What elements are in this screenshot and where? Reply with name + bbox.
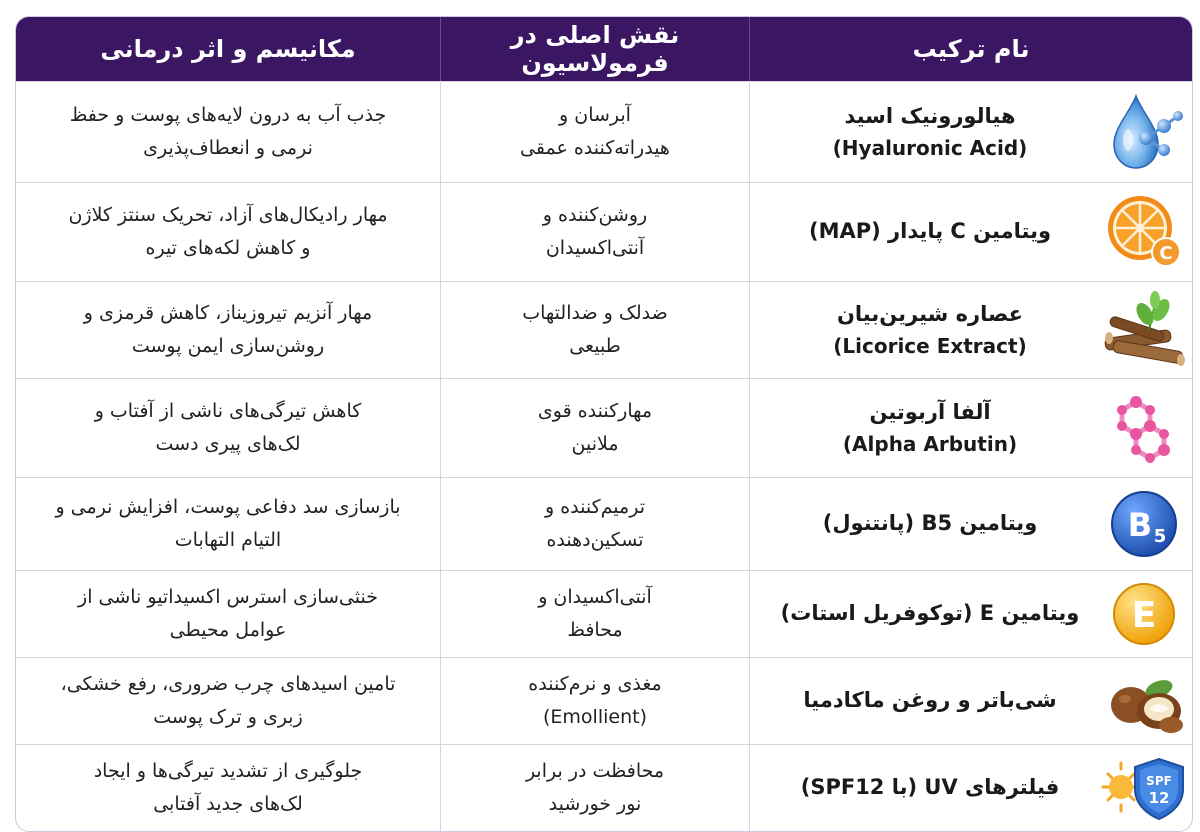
sun-spf-shield-icon	[1096, 745, 1192, 831]
role-line: ضدلک و ضدالتهاب	[522, 301, 668, 324]
name-cell	[749, 477, 1192, 570]
mechanism-line: عوامل محیطی	[169, 619, 287, 641]
pink-molecule-icon	[1096, 385, 1192, 471]
mechanism-line: بازسازی سد دفاعی پوست، افزایش نرمی و	[55, 495, 401, 518]
mechanism-line: خنثی‌سازی استرس اکسیداتیو ناشی از	[78, 585, 378, 608]
spf-icon-sub: 12	[1148, 789, 1170, 807]
vitamin-b5-icon-label: B	[1127, 506, 1153, 544]
mechanism-cell	[16, 744, 440, 831]
role-cell	[440, 744, 749, 831]
table-row	[16, 744, 1192, 831]
mechanism-line: لک‌های جدید آفتابی	[153, 793, 303, 815]
mechanism-cell	[16, 281, 440, 378]
table-row	[16, 182, 1192, 281]
mechanism-line: کاهش تیرگی‌های ناشی از آفتاب و	[94, 399, 362, 422]
ingredient-name-fa: فیلترهای UV (با SPF12)	[800, 775, 1060, 800]
table-row	[16, 477, 1192, 570]
water-drop-molecule-icon	[1096, 89, 1192, 175]
header-name: نام ترکیب	[749, 17, 1192, 81]
role-line: نور خورشید	[548, 793, 642, 815]
role-line: طبیعی	[569, 335, 621, 357]
mechanism-line: التیام التهابات	[174, 529, 282, 551]
ingredient-name-en: (Licorice Extract)	[833, 333, 1027, 358]
role-cell	[440, 81, 749, 182]
mechanism-line: زبری و ترک پوست	[153, 706, 303, 728]
ingredient-name-en: (Hyaluronic Acid)	[832, 135, 1028, 160]
table-row	[16, 570, 1192, 657]
mechanism-cell	[16, 657, 440, 744]
role-line: مغذی و نرم‌کننده	[528, 672, 662, 695]
role-line: هیدراته‌کننده عمقی	[520, 137, 670, 159]
mechanism-line: روشن‌سازی ایمن پوست	[131, 335, 325, 357]
role-line: آبرسان و	[559, 103, 631, 126]
mechanism-line: تامین اسیدهای چرب ضروری، رفع خشکی،	[60, 672, 396, 695]
role-line: تسکین‌دهنده	[546, 529, 644, 551]
name-cell	[749, 657, 1192, 744]
mechanism-line: مهار رادیکال‌های آزاد، تحریک سنتز کلاژن	[68, 203, 388, 226]
mechanism-cell	[16, 81, 440, 182]
name-cell	[749, 570, 1192, 657]
mechanism-line: لک‌های پیری دست	[155, 433, 301, 455]
role-cell	[440, 182, 749, 281]
mechanism-line: و کاهش لکه‌های تیره	[145, 237, 311, 259]
role-line: محافظ	[567, 619, 623, 641]
table-row	[16, 657, 1192, 744]
orange-slice-vitamin-c-icon	[1096, 189, 1192, 275]
ingredient-name-fa: ویتامین E (توکوفریل استات)	[780, 601, 1080, 626]
mechanism-cell	[16, 477, 440, 570]
role-cell	[440, 477, 749, 570]
licorice-root-icon	[1096, 287, 1192, 373]
vitamin-e-badge-icon	[1096, 571, 1192, 657]
name-cell	[749, 182, 1192, 281]
header-mechanism: مکانیسم و اثر درمانی	[16, 17, 440, 81]
name-cell	[749, 744, 1192, 831]
role-line: آنتی‌اکسیدان و	[538, 585, 652, 608]
table-row	[16, 81, 1192, 182]
ingredient-name-en: (Alpha Arbutin)	[842, 431, 1018, 456]
ingredient-name-fa: آلفا آربوتین	[869, 400, 991, 425]
mechanism-cell	[16, 182, 440, 281]
table-header-row	[16, 17, 1192, 81]
role-line: ترمیم‌کننده و	[545, 495, 645, 518]
header-role: نقش اصلی در فرمولاسیون	[440, 17, 749, 81]
vitamin-b5-icon-sub: 5	[1153, 526, 1167, 547]
mechanism-line: نرمی و انعطاف‌پذیری	[143, 137, 313, 159]
mechanism-line: جذب آب به درون لایه‌های پوست و حفظ	[69, 103, 387, 126]
ingredients-table	[15, 16, 1193, 832]
role-cell	[440, 281, 749, 378]
role-line: ملانین	[571, 433, 619, 455]
role-line: روشن‌کننده و	[542, 203, 648, 226]
vitamin-b5-badge-icon	[1096, 481, 1192, 567]
shea-macadamia-nuts-icon	[1096, 658, 1192, 744]
table-row	[16, 378, 1192, 477]
mechanism-cell	[16, 378, 440, 477]
role-line: مهارکننده قوی	[537, 399, 653, 422]
ingredient-name-fa: شی‌باتر و روغن ماکادمیا	[803, 688, 1057, 713]
role-cell	[440, 657, 749, 744]
name-cell	[749, 81, 1192, 182]
role-cell	[440, 570, 749, 657]
ingredient-name-fa: هیالورونیک اسید	[844, 104, 1016, 129]
vitamin-c-icon-label: C	[1159, 243, 1173, 264]
name-cell	[749, 281, 1192, 378]
vitamin-e-icon-label: E	[1131, 595, 1157, 636]
mechanism-line: جلوگیری از تشدید تیرگی‌ها و ایجاد	[93, 759, 363, 782]
role-line: (Emollient)	[543, 706, 647, 728]
ingredient-name-fa: ویتامین C پایدار (MAP)	[808, 219, 1052, 244]
role-line: محافظت در برابر	[525, 759, 665, 782]
role-line: آنتی‌اکسیدان	[545, 237, 645, 259]
table-row	[16, 281, 1192, 378]
spf-icon-label: SPF	[1146, 774, 1172, 788]
mechanism-cell	[16, 570, 440, 657]
mechanism-line: مهار آنزیم تیروزیناز، کاهش قرمزی و	[83, 301, 373, 324]
role-cell	[440, 378, 749, 477]
name-cell	[749, 378, 1192, 477]
ingredient-name-fa: ویتامین B5 (پانتنول)	[822, 511, 1038, 536]
ingredient-name-fa: عصاره شیرین‌بیان	[836, 302, 1024, 327]
